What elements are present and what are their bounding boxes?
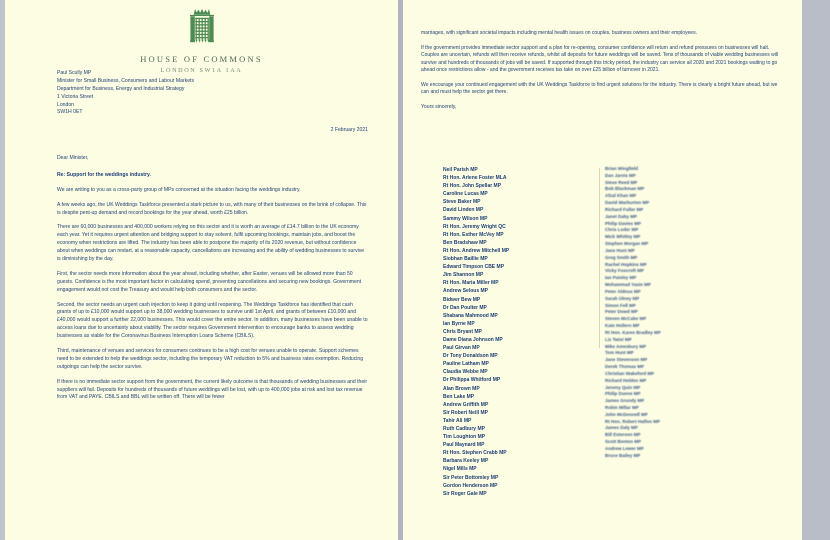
signatory-column-two	[599, 166, 739, 498]
signatory: Richard Holden MP	[605, 377, 647, 383]
signatory: Rt Hon. Esther McVey MP	[443, 231, 504, 238]
signatory: Gordon Henderson MP	[443, 482, 498, 489]
salutation: Dear Minister,	[57, 155, 89, 161]
signatory: Rt Hon. Andrew Mitchell MP	[443, 247, 510, 254]
signatory: Vicky Foxcroft MP	[605, 268, 644, 274]
signatory: Stephen Morgan MP	[605, 241, 649, 247]
signatory: Ben Lake MP	[443, 393, 475, 400]
signatory: Mohammad Yasin MP	[605, 282, 651, 288]
signatory: Sarah Olney MP	[605, 295, 640, 301]
letterhead	[5, 0, 398, 74]
signatory: Ian Paisley MP	[605, 275, 637, 281]
signatory: Christian Wakeford MP	[605, 370, 655, 376]
signatory: Chris Loder MP	[605, 227, 639, 233]
signatory: James Daly MP	[605, 425, 638, 431]
signatory: Derek Thomas MP	[605, 364, 645, 370]
signatory: Rt Hon. Robert Halfon MP	[605, 418, 660, 424]
signoff: Yours sincerely,	[421, 103, 457, 110]
signatory: Mick Whitley MP	[605, 234, 641, 240]
signatory: Greg Smith MP	[605, 254, 638, 260]
letter-paragraph: marriages, with significant societal impacts including mental health issues on couples, business owners and their employees.	[421, 30, 697, 36]
signatory: Ben Bradshaw MP	[443, 239, 487, 246]
address-line: London	[57, 101, 74, 108]
signatory: Philip Dunne MP	[605, 391, 641, 397]
signatory: David Linden MP	[443, 207, 484, 214]
signatory: Pauline Latham MP	[443, 361, 489, 368]
signatory: Rachel Hopkins MP	[605, 261, 647, 267]
signatory: Steven McCabe MP	[605, 316, 647, 322]
signatory: Ruth Cadbury MP	[443, 426, 485, 432]
signatory: Peter Dowd MP	[605, 309, 638, 315]
letter-paragraph: We are writing to you as a cross-party group of MPs concerned at the situation facing the weddings industry.	[57, 186, 301, 193]
signatory: Sir Roger Gale MP	[443, 490, 487, 497]
signatory: John McDonnell MP	[605, 411, 648, 417]
letter-paragraph: Third, maintenance of venues and services for consumers continues to be a high cost for venues unable to operate. Support schemes need to be extended to help the weddings sector, including the temporary VAT reduction to 5% and business rates exemption. Reducing outgoings can help the sector survive.	[57, 348, 364, 370]
signatory: Tahir Ali MP	[443, 417, 472, 424]
signatory: Jane Stevenson MP	[605, 357, 648, 363]
signatory: Philip Davies MP	[605, 220, 642, 226]
signatory: David Warburton MP	[605, 200, 650, 206]
signatory: Simon Fell MP	[605, 302, 636, 308]
letter-paragraph: Second, the sector needs an urgent cash injection to keep it going until reopening. The Weddings Taskforce has identified that cash grants of up to £10,000 would support up to 38,000 wedding businesses to survive until 1st April, and grants of between £10,000 and £40,000 would support a further 22,000 businesses. This would cover the entire sector. In addition, many businesses have been unable to access loans due to uncertainty about viability. The sector requires Government intervention to encourage banks to assess wedding businesses as viable for the Coronavirus Business Interruption Loans Scheme (CBILS).	[57, 301, 368, 340]
letter-page-two-body	[421, 30, 780, 118]
portcullis-icon	[185, 8, 219, 48]
signatory: Jane Hunt MP	[605, 247, 635, 253]
signatory: Edward Timpson CBE MP	[443, 264, 505, 271]
letterhead-subtitle: LONDON SW1A 1AA	[160, 67, 243, 74]
signatory: Paul Maynard MP	[443, 442, 485, 449]
subject-line: Re: Support for the weddings industry.	[57, 171, 151, 178]
signatory: Jim Shannon MP	[443, 272, 484, 279]
signatory: Andrew Lewer MP	[605, 445, 644, 451]
letter-paragraph: First, the sector needs more information about the year ahead, including whether, after Easter, venues will be allowed more than 50 guests. Confidence is the most important factor in calculating spend, preventing cancellations and securing new bookings. Government engagement would not cost the Treasury and would help both consumers and the sector.	[57, 270, 362, 293]
letter-paragraph: There are 60,000 businesses and 400,000 workers relying on this sector and it is worth an average of £14.7 billion to the UK economy each year. Yet it requires urgent attention and bridging support to stay solvent, fulfil upcoming bookings, maintain jobs, and boost the economy when restrictions are lifted. The industry has been able to postpone the majority of its 2020 revenue, but without confidence about when weddings can restart, at a reasonable capacity, cancellations are increasing and the ability of wedding businesses to survive is diminishing by the day.	[57, 224, 365, 263]
viewer-right-edge	[802, 0, 830, 540]
signatory: Neil Parish MP	[443, 167, 478, 173]
signatory: Rt Hon. John Spellar MP	[443, 183, 502, 190]
letter-page-one[interactable]	[5, 0, 398, 540]
signatory: Tim Loughton MP	[443, 434, 486, 441]
letter-paragraph: If the government provides immediate sector support and a plan for re-opening, consumer confidence will return and refund pressures on businesses will halt. Couples are uncertain, refunds will then receive refunds, whilst all deposits for future weddings will be saved. Tens of thousands of viable wedding businesses will survive and hundreds of thousands of jobs will be saved. If supported through this tricky period, the industry can service all 2020 and 2021 bookings waiting to go ahead once restrictions allow - and the government receives tax take on over £25 billion of turnover in 2021.	[421, 44, 779, 73]
letter-paragraph: If there is no immediate sector support from the government, the current likely outcome is that thousands of wedding businesses and their suppliers will fail. Deposits for hundreds of thousands of future weddings will be lost, with up to 400,000 jobs at risk and lost tax revenue from VAT and PAYE. CBILS and BBL will be written off. There will be fewer	[57, 378, 368, 401]
signatory: Bruce Bailey MP	[605, 452, 641, 458]
signatory: Bill Esterson MP	[605, 432, 641, 438]
signatory: Jeremy Quin MP	[605, 384, 641, 390]
signatory: Dr Dan Poulter MP	[443, 304, 487, 311]
signatory: Rt Hon. Jeremy Wright QC	[443, 223, 506, 230]
signatory: Bob Blackman MP	[605, 186, 645, 192]
signatory: Peter Aldous MP	[605, 288, 641, 294]
letter-date: 2 February 2021	[330, 127, 368, 133]
signatory: Steve Reed MP	[605, 179, 638, 185]
recipient-address	[57, 70, 368, 117]
signatory: Rt Hon. Maria Miller MP	[443, 280, 499, 287]
signatory: Dan Jarvis MP	[605, 172, 636, 178]
address-line: Minister for Small Business, Consumers and Labour Markets	[57, 77, 195, 84]
signatory: Janet Daby MP	[605, 213, 638, 219]
signatory: Afzal Khan MP	[605, 193, 637, 199]
letter-page-two[interactable]	[403, 0, 802, 540]
signatory: Bidwer Bew MP	[443, 296, 481, 303]
signatory: Paul Girvan MP	[443, 345, 480, 352]
signatory: Rt Hon. Karen Bradley MP	[605, 329, 661, 335]
signatory: Alan Brown MP	[443, 385, 480, 392]
signatory: Dr Tony Donaldson MP	[443, 353, 498, 360]
signatory: Nigel Mills MP	[443, 466, 477, 473]
signatory: Brian Wingfield	[605, 166, 638, 171]
signatory: Dr Philippa Whitford MP	[443, 377, 501, 384]
letter-paragraph: We encourage your continued engagement with the UK Weddings Taskforce to find urgent solutions for the industry. There is clearly a bright future ahead, but we can and must help the sector get there.	[421, 81, 778, 95]
signatory: Barbara Keeley MP	[443, 458, 489, 465]
signatory: Steve Baker MP	[443, 199, 481, 206]
signatory-list	[421, 166, 792, 498]
signatory: Caroline Lucas MP	[443, 191, 488, 198]
signatory: Mike Amesbury MP	[605, 343, 647, 349]
signatory: Dame Diana Johnson MP	[443, 336, 503, 343]
signatory: Sir Peter Bottomley MP	[443, 474, 499, 481]
address-line: 1 Victoria Street	[57, 93, 94, 100]
signatory: Claudia Webbe MP	[443, 369, 488, 376]
signatory: Sammy Wilson MP	[443, 215, 488, 222]
signatory: Shabana Mahmood MP	[443, 312, 498, 319]
signatory: Andrew Griffith MP	[443, 401, 489, 408]
signatory: Scott Benton MP	[605, 439, 641, 445]
signatory: Chris Bryant MP	[443, 328, 482, 335]
address-line: Department for Business, Energy and Industrial Strategy	[57, 85, 185, 92]
address-line: SW1H 0ET	[57, 109, 83, 116]
signatory: Liz Twist MP	[605, 336, 632, 342]
address-line: Paul Scully MP	[57, 70, 92, 76]
signatory: Tom Hunt MP	[605, 350, 634, 356]
signatory: Siobhan Baillie MP	[443, 256, 488, 263]
letterhead-title: HOUSE OF COMMONS	[140, 54, 263, 64]
signatory: James Grundy MP	[605, 398, 645, 404]
signatory: Sir Robert Neill MP	[443, 409, 489, 416]
letter-paragraph: A few weeks ago, the UK Weddings Taskforce presented a stark picture to us, with many of their businesses on the brink of collapse. This is despite pent-up demand and record bookings for the year ahead, worth £25 billion.	[57, 201, 367, 216]
signatory: Richard Fuller MP	[605, 206, 644, 212]
letter-body	[57, 155, 368, 409]
signatory: Rt Hon. Arlene Foster MLA	[443, 175, 507, 182]
signatory: Kate Hollern MP	[605, 323, 640, 329]
signatory: Andrew Selous MP	[443, 288, 489, 295]
signatory: Ian Byrne MP	[443, 320, 475, 327]
signatory-column-one	[421, 166, 589, 498]
signatory: Robin Millar MP	[605, 404, 639, 410]
signatory: Rt Hon. Stephen Crabb MP	[443, 450, 507, 457]
